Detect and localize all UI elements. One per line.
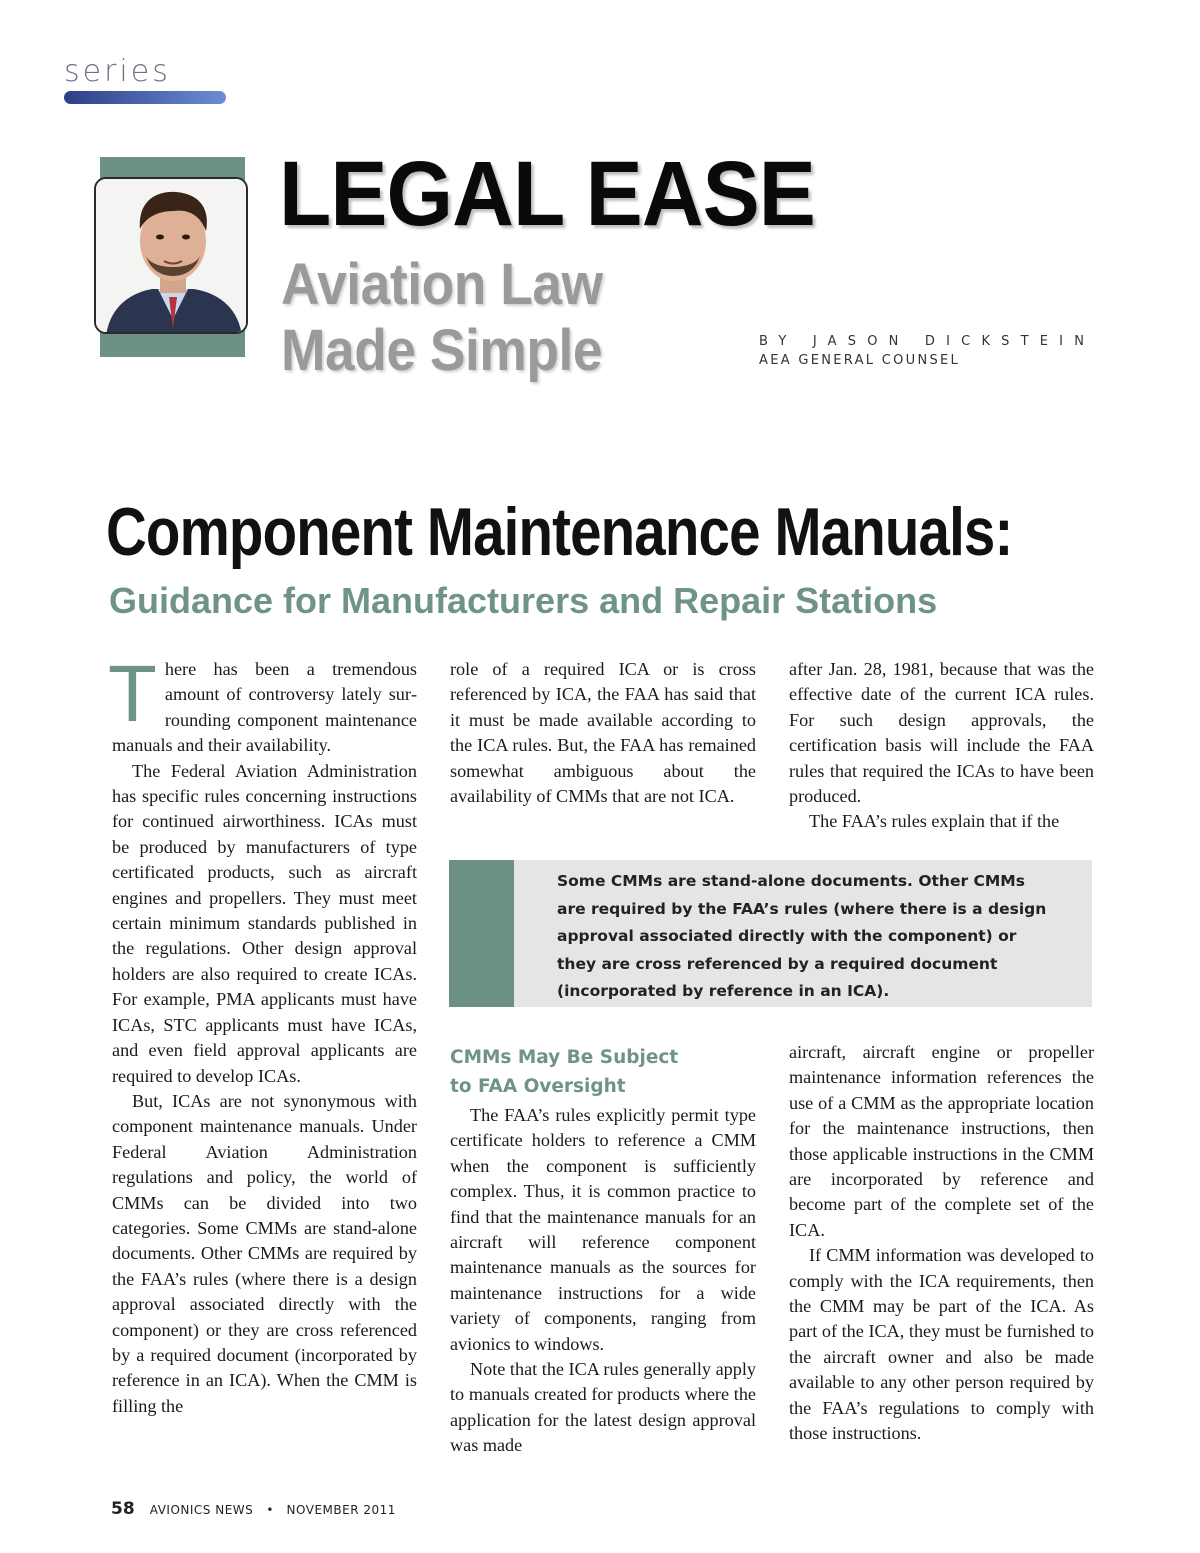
issue-date: NOVEMBER 2011 — [286, 1503, 396, 1517]
column-subtitle-line2: Made Simple — [281, 318, 603, 383]
page-number: 58 — [111, 1499, 135, 1519]
page-footer — [111, 1499, 396, 1519]
paragraph: If CMM information was developed to comply with the ICA requirements, then the CMM may be part of the ICA. As part of the ICA, they must be furnished to the aircraft owner and also be made available to any other person required by the FAA’s regulations to comply with those instructions. — [789, 1245, 1094, 1444]
series-label: series — [64, 54, 171, 89]
column-2-bottom — [450, 1043, 756, 1459]
column-1 — [108, 649, 417, 1419]
paragraph: role of a required ICA or is cross referenced by ICA, the FAA has said that it must be made available according to the ICA rules. But, the FAA has remained somewhat ambiguous about the availability of CMMs that are not ICA. — [450, 659, 756, 807]
paragraph: The FAA’s rules explicitly permit type certificate holders to reference a CMM when the component is sufficiently complex. Thus, it is common practice to find that the maintenance manuals for an aircraft will reference component maintenance manuals as the sources for maintenance instructions for a wide variety of components, ranging from avionics to windows. — [450, 1105, 756, 1354]
footer-separator: • — [266, 1503, 274, 1517]
section-heading — [450, 1043, 756, 1101]
paragraph — [108, 649, 417, 759]
pull-quote — [449, 860, 1092, 1007]
byline-block — [759, 334, 1095, 368]
pull-quote-line: Some CMMs are stand-alone documents. Other CMMs — [557, 872, 1025, 890]
pull-quote-line: are required by the FAA’s rules (where there is a design — [557, 899, 1047, 918]
section-heading-line: CMMs May Be Subject — [450, 1047, 679, 1068]
pull-quote-bar — [449, 860, 514, 1007]
paragraph: The Federal Aviation Administration has specific rules concerning instructions for continued airworthiness. ICAs must be produced by manufacturers of type certificated products, such as aircraft engines and propellers. They must meet certain minimum standards published in the regulations. Other design approval holders are also required to create ICAs. For example, PMA applicants must have ICAs, STC applicants must have ICAs, and even field approval applicants are required to develop ICAs. — [112, 760, 417, 1086]
column-2-top — [450, 657, 756, 809]
pull-quote-line: approval associated directly with the component) or — [557, 927, 1017, 945]
column-3-bottom — [789, 1040, 1094, 1447]
column-subtitle-line1: Aviation Law — [281, 252, 603, 317]
paragraph-text: here has been a tremendous amount of controversy lately surrounding component maintenance manuals and their availability. — [112, 659, 417, 756]
publication-name: AVIONICS NEWS — [149, 1503, 254, 1517]
series-bar — [64, 91, 226, 104]
pull-quote-line: (incorporated by reference in an ICA). — [557, 982, 890, 1000]
section-heading-line: to FAA Oversight — [450, 1076, 626, 1097]
paragraph: after Jan. 28, 1981, because that was the effective date of the current ICA rules. For such design approvals, the certification basis will include the FAA rules that required the ICAs to have been produced. — [789, 659, 1094, 807]
article-subtitle: Guidance for Manufacturers and Repair Stations — [109, 580, 938, 621]
column-title: LEGAL EASE — [279, 143, 815, 245]
pull-quote-line: they are cross referenced by a required document — [557, 954, 998, 973]
drop-cap: T — [108, 649, 157, 738]
paragraph: aircraft, aircraft engine or propeller maintenance information references the use of a CMM as the appropriate location for the maintenance instructions, then those applicable instructions in the CMM are incorporated by reference and become part of the complete set of the ICA. — [789, 1042, 1094, 1240]
byline: BY JASON DICKSTEIN — [759, 334, 1096, 349]
author-photo — [94, 177, 248, 334]
paragraph: Note that the ICA rules generally apply to manuals created for products where the application for the latest design approval was made — [450, 1359, 756, 1456]
author-role: AEA GENERAL COUNSEL — [759, 353, 961, 368]
pull-quote-text — [557, 868, 1047, 1006]
paragraph: The FAA’s rules explain that if the — [809, 811, 1060, 832]
column-3-top — [789, 657, 1094, 835]
article-title: Component Maintenance Manuals: — [106, 494, 1013, 570]
paragraph: But, ICAs are not synonymous with component maintenance manuals. Under Federal Aviation Administration regulations and policy, the world of CMMs can be divided into two categories. Some CMMs are stand-alone documents. Other CMMs are required by the FAA’s rules (where there is a design approval associated directly with the component) or they are cross referenced by a required document (incorporated by reference in an ICA). When the CMM is filling the — [112, 1090, 417, 1416]
